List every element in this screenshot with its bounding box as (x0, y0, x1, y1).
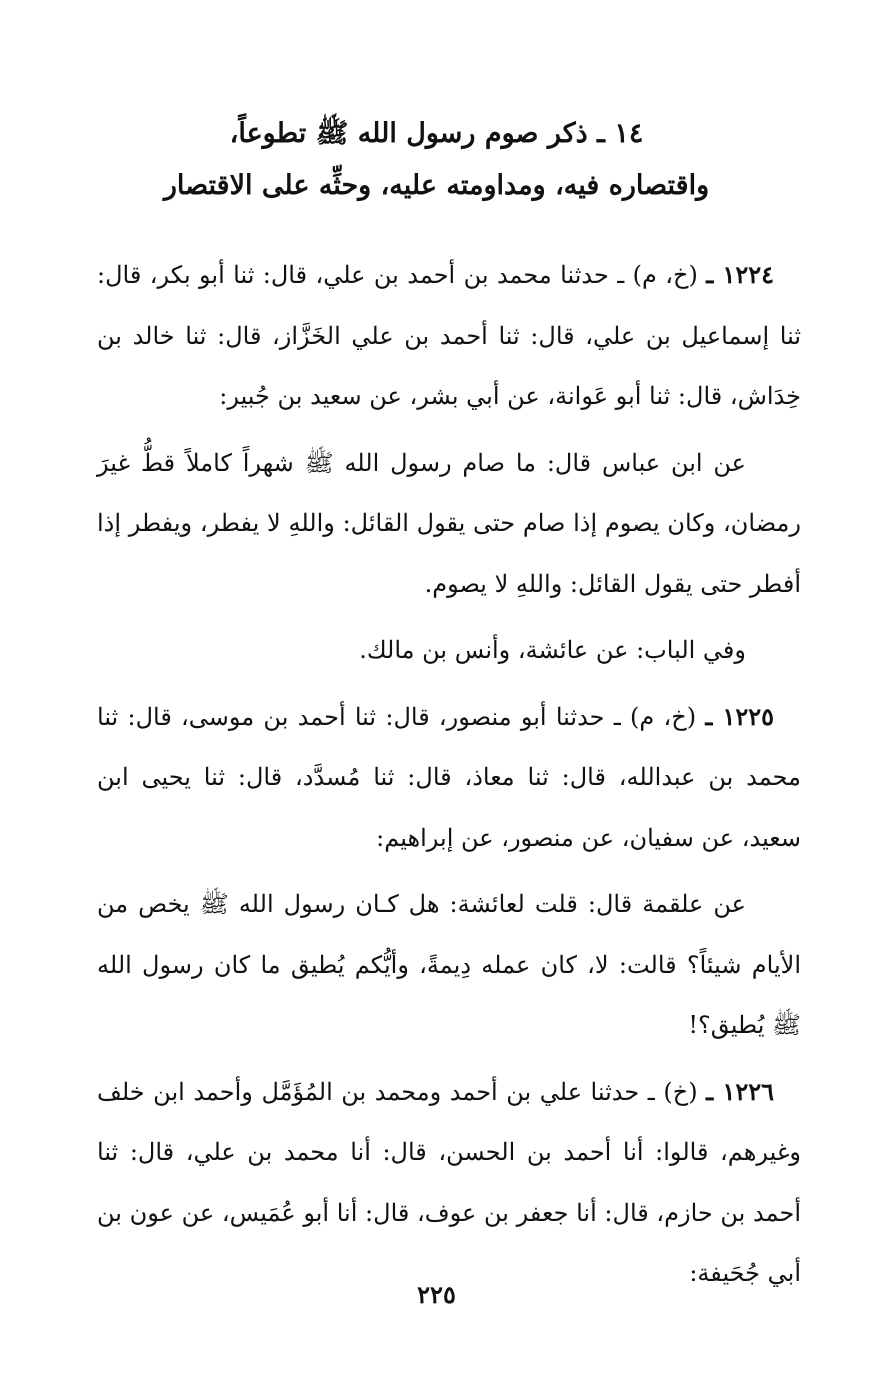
isnad-text: (خ، م) ـ حدثنا أبو منصور، قال: ثنا أحمد بن موسى، قال: ثنا محمد بن عبدالله، قال: ثنا معاذ، قال: ثنا مُسدَّد، قال: ثنا يحيى ابن سعيد، عن سفيان، عن منصور، عن إبراهيم: (97, 702, 801, 852)
hadith-number: ١٢٢٦ ـ (706, 1076, 774, 1106)
page-number: ٢٢٥ (417, 1280, 456, 1309)
heading-line-2: واقتصاره فيه، ومداومته عليه، وحثِّه على الاقتصار (163, 170, 710, 201)
isnad-text: (خ) ـ حدثنا علي بن أحمد ومحمد بن المُؤَمَّل وأحمد ابن خلف وغيرهم، قالوا: أنا أحمد بن الحسن، قال: أنا محمد بن علي، قال: ثنا أحمد بن حازم، قال: أنا جعفر بن عوف، قال: أنا أبو عُمَيس، عن عون بن أبي جُحَيفة: (97, 1077, 801, 1287)
hadith-1224-note: وفي الباب: عن عائشة، وأنس بن مالك. (359, 636, 746, 664)
hadith-1224-isnad (97, 245, 801, 427)
hadith-1225-isnad (97, 687, 801, 869)
chapter-heading (100, 108, 773, 212)
hadith-number: ١٢٢٤ ـ (706, 260, 774, 289)
hadith-1224-matn: عن ابن عباس قال: ما صام رسول الله ﷺ شهراً كاملاً قطُّ غيرَ رمضان، وكان يصوم إذا صام حتى يقول القائل: واللهِ لا يفطر، ويفطر إذا أفطر حتى يقول القائل: واللهِ لا يصوم. (97, 448, 801, 598)
hadith-1226-isnad (97, 1062, 801, 1304)
isnad-text: (خ، م) ـ حدثنا محمد بن أحمد بن علي، قال: ثنا أبو بكر، قال: ثنا إسماعيل بن علي، قال: ثنا أحمد بن علي الخَزَّاز، قال: ثنا خالد بن خِدَاش، قال: ثنا أبو عَوانة، عن أبي بشر، عن سعيد بن جُبير: (97, 261, 801, 410)
hadith-number: ١٢٢٥ ـ (705, 701, 774, 731)
heading-line-1: ١٤ ـ ذكر صوم رسول الله ﷺ تطوعاً، (229, 118, 644, 149)
page-body (97, 245, 801, 1304)
hadith-1225-matn: عن علقمة قال: قلت لعائشة: هل كـان رسول الله ﷺ يخص من الأيام شيئاً؟ قالت: لا، كان عمله دِيمةً، وأيُّكم يُطيق ما كان رسول الله ﷺ يُطيق؟! (97, 890, 801, 1039)
